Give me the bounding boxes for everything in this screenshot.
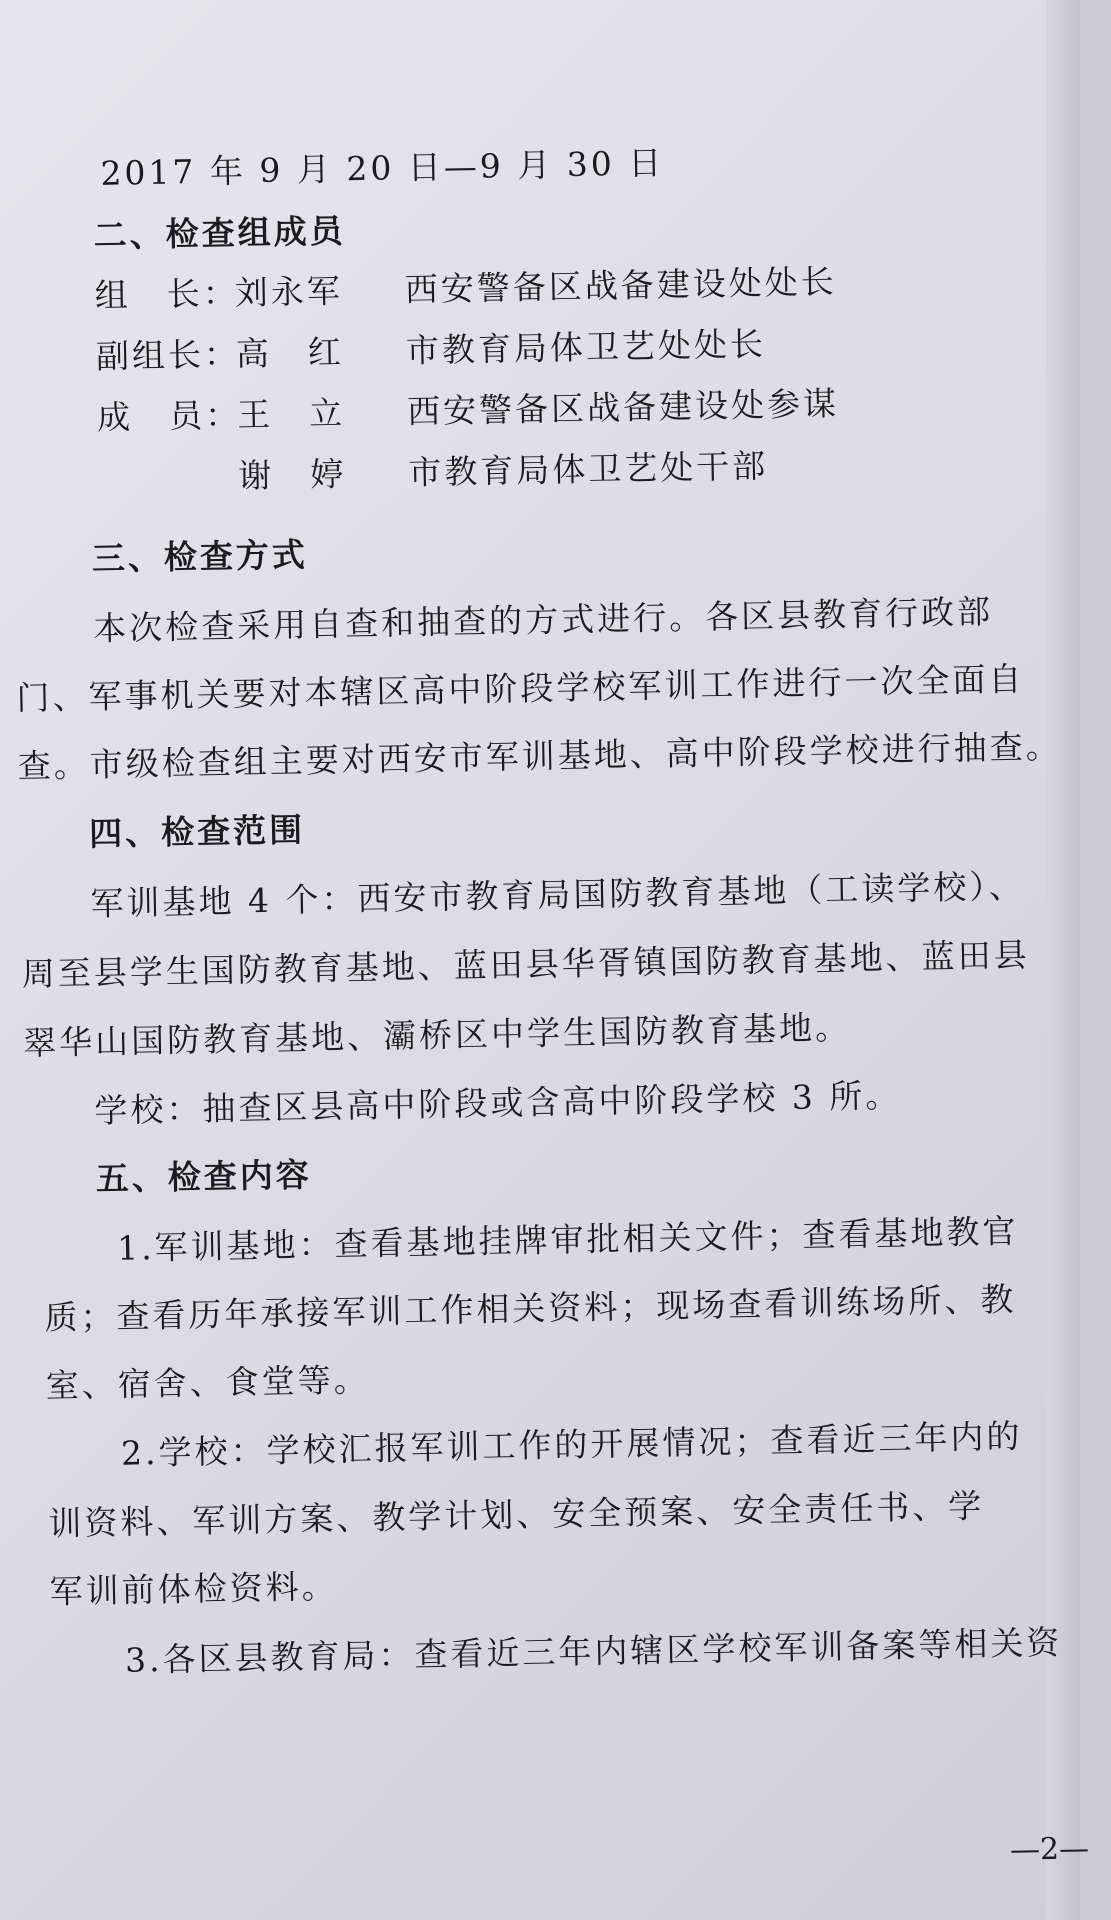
date-range: 2017 年 9 月 20 日—9 月 30 日 <box>100 143 665 193</box>
member-role: 成 员： <box>96 395 242 438</box>
member-name: 刘永军 <box>234 271 344 313</box>
paragraph-line: 2.学校：学校汇报军训工作的开展情况；查看近三年内的 <box>120 1416 1023 1473</box>
member-title: 市教育局体卫艺处处长 <box>405 324 767 371</box>
section2-heading: 二、检查组成员 <box>93 211 346 256</box>
paragraph-line: 学校：抽查区县高中阶段或含高中阶段学校 3 所。 <box>94 1075 902 1131</box>
page-number: —2— <box>1009 1831 1090 1868</box>
section3-heading: 三、检查方式 <box>91 535 309 579</box>
member-row <box>98 435 1059 496</box>
paragraph-line: 质；查看历年承接军训工作相关资料；现场查看训练场所、教 <box>44 1279 1017 1338</box>
member-role: 组 长： <box>94 273 240 316</box>
member-name: 王 立 <box>236 393 346 435</box>
paragraph-line: 1.军训基地：查看基地挂牌审批相关文件；查看基地教官 <box>116 1211 1019 1268</box>
paragraph-line: 军训基地 4 个：西安市教育局国防教育基地（工读学校）、 <box>90 866 1026 924</box>
document-page <box>0 129 1082 1680</box>
member-row <box>94 252 1055 316</box>
member-row <box>96 374 1058 438</box>
paragraph-line: 周至县学生国防教育基地、蓝田县华胥镇国防教育基地、蓝田县 <box>21 935 1031 994</box>
section5-heading: 五、检查内容 <box>95 1155 313 1199</box>
paragraph-line: 本次检查采用自查和抽查的方式进行。各区县教育行政部 <box>92 591 994 649</box>
member-name: 谢 婷 <box>237 454 347 496</box>
paragraph-line: 军训前体检资料。 <box>49 1566 339 1612</box>
member-title: 西安警备区战备建设处参谋 <box>406 383 840 432</box>
member-title: 市教育局体卫艺处干部 <box>407 446 769 493</box>
paragraph-line: 3.各区县教育局：查看近三年内辖区学校军训备案等相关资 <box>124 1622 1063 1680</box>
paragraph-line: 训资料、军训方案、教学计划、安全预案、安全责任书、学 <box>48 1486 985 1544</box>
paragraph-line: 翠华山国防教育基地、灞桥区中学生国防教育基地。 <box>22 1007 852 1063</box>
section4-heading: 四、检查范围 <box>88 810 306 854</box>
member-row <box>95 313 1056 377</box>
paragraph-line: 查。市级检查组主要对西安市军训基地、高中阶段学校进行抽查。 <box>17 726 1063 786</box>
paragraph-line: 室、宿舍、食堂等。 <box>45 1359 371 1406</box>
member-role: 副组长： <box>95 334 241 377</box>
paragraph-line: 门、军事机关要对本辖区高中阶段学校军训工作进行一次全面自 <box>16 659 1025 718</box>
member-title: 西安警备区战备建设处处长 <box>404 261 838 310</box>
member-name: 高 红 <box>235 332 345 374</box>
